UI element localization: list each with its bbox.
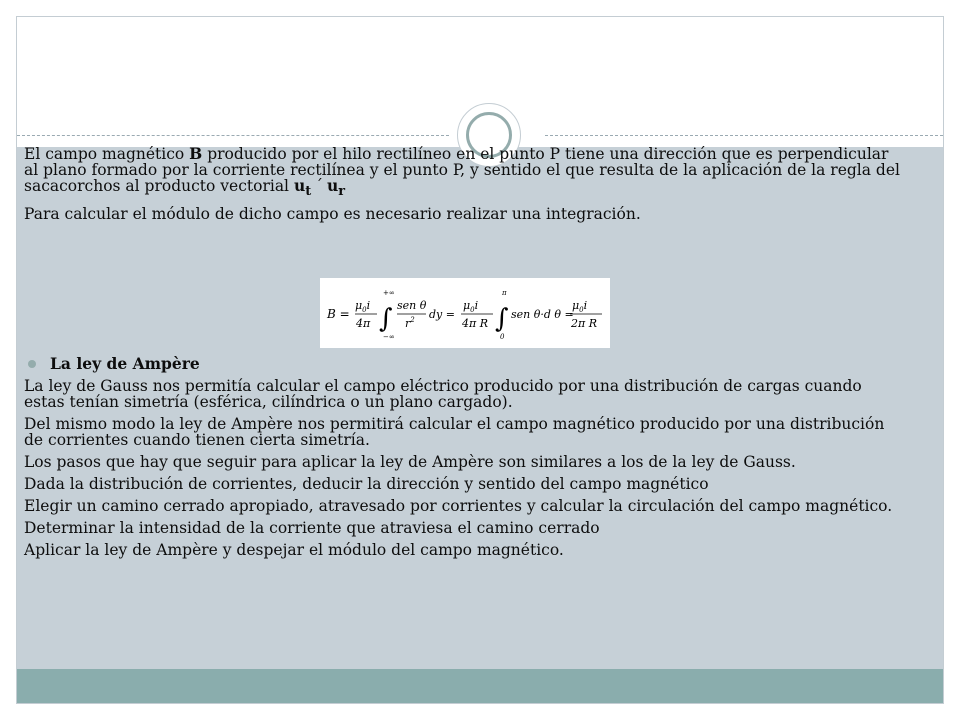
integral-icon: ∫	[379, 304, 393, 335]
frac1-denominator: 4π	[356, 317, 371, 331]
paragraph: Aplicar la ley de Ampère y despejar el módulo del campo magnético.	[24, 541, 564, 560]
paragraph: Elegir un camino cerrado apropiado, atravesado por corrientes y calcular la circulación del campo magnético.	[24, 497, 893, 516]
paragraph: Dada la distribución de corrientes, deducir la dirección y sentido del campo magnético	[24, 475, 709, 494]
lower-limit: 0	[500, 333, 505, 342]
vector-subscript: r	[338, 184, 346, 200]
section-heading: La ley de Ampère	[50, 354, 200, 374]
frac2-numerator: sen θ	[397, 299, 427, 313]
paragraph: Determinar la intensidad de la corriente que atraviesa el camino cerrado	[24, 519, 600, 538]
cross-symbol: ´	[315, 177, 323, 195]
paragraph: Del mismo modo la ley de Ampère nos permitirá calcular el campo magnético producido por una distribución de corrientes cuando tienen cierta simetría.	[24, 415, 885, 450]
vector-subscript: t	[305, 184, 312, 200]
footer-bar	[17, 669, 943, 703]
vector-symbol: u	[293, 176, 306, 195]
frac1-numerator: $\mu_0i$	[355, 299, 371, 315]
bullet-icon	[28, 360, 36, 368]
vector-b: B	[189, 144, 203, 163]
biot-savart-formula	[320, 278, 610, 348]
paragraph-text: producido por el hilo rectilíneo en el punto P tiene una dirección que es perpendicular al plano formado por la corriente rectilínea y el punto P, y sentido el que resulta de la aplicación de la regla del sacacorchos al producto vectorial	[24, 145, 900, 195]
spacer	[24, 228, 904, 278]
lower-limit: −∞	[383, 333, 395, 342]
integrand: sen θ·d θ =	[511, 308, 574, 322]
frac2-denominator: $r^2$	[405, 316, 415, 331]
integral-icon: ∫	[495, 304, 509, 335]
formula-lhs: B =	[327, 307, 350, 322]
paragraph-magnetic-field	[24, 146, 904, 200]
frac3-denominator: 4π R	[462, 317, 489, 331]
section-heading-row	[24, 356, 904, 372]
slide-content	[24, 146, 904, 564]
header-divider-right	[545, 135, 943, 136]
vector-ut	[293, 176, 312, 200]
header-divider-left	[17, 135, 449, 136]
frac3-numerator: $\mu_0i$	[463, 299, 479, 315]
paragraph: Los pasos que hay que seguir para aplicar la ley de Ampère son similares a los de la ley de Gauss.	[24, 453, 796, 472]
upper-limit: +∞	[383, 289, 395, 298]
frac4-numerator: $\mu_0i$	[572, 299, 588, 315]
vector-ur	[326, 176, 346, 200]
upper-limit: π	[502, 289, 507, 298]
paragraph: La ley de Gauss nos permitía calcular el campo eléctrico producido por una distribución de cargas cuando estas tenían simetría (esférica, cilíndrica o un plano cargado).	[24, 377, 862, 412]
paragraph-integration: Para calcular el módulo de dicho campo es necesario realizar una integración.	[24, 205, 641, 224]
vector-symbol: u	[326, 176, 339, 195]
formula-dy: dy =	[429, 308, 455, 322]
paragraph-text: El campo magnético	[24, 145, 190, 163]
formula-graphic	[325, 283, 605, 343]
frac4-denominator: 2π R	[571, 317, 598, 331]
